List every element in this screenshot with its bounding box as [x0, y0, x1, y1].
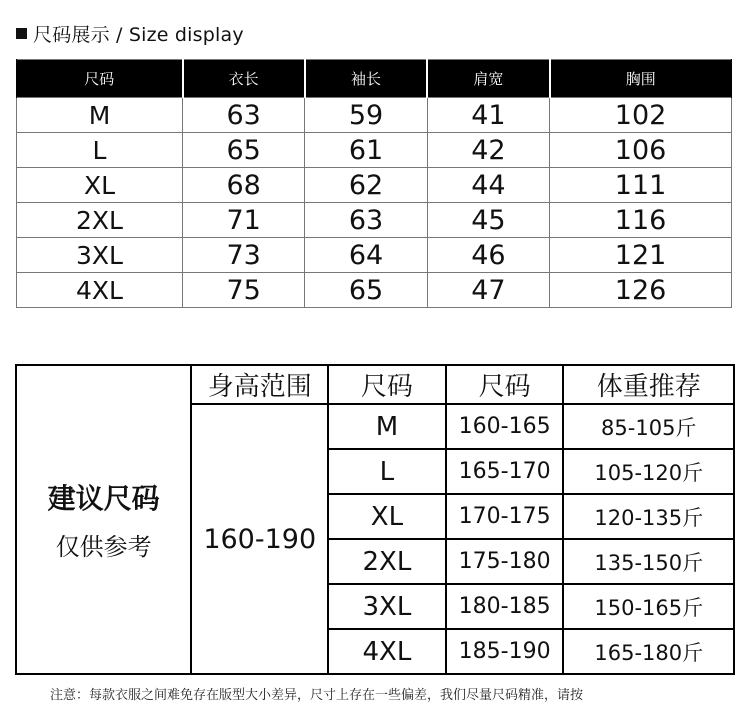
cell-weight: 85-105斤 [563, 404, 734, 449]
cell-height: 170-175 [446, 494, 564, 539]
header-height-range: 身高范围 [191, 365, 328, 404]
cell-height: 160-165 [446, 404, 564, 449]
cell-size: 2XL [17, 203, 183, 238]
table-row [17, 238, 732, 273]
cell-length: 75 [183, 273, 305, 308]
size-chart-header-row [17, 60, 732, 98]
table-row [17, 203, 732, 238]
cell-shoulder: 45 [427, 203, 549, 238]
cell-size: M [17, 98, 183, 133]
cell-height-range: 160-190 [191, 404, 328, 674]
cell-size: L [17, 133, 183, 168]
cell-height: 185-190 [446, 629, 564, 674]
disclaimer-note: 注意：每款衣服之间难免存在版型大小差异，尺寸上存在一些偏差，我们尽量尺码精准，请按 [50, 688, 584, 703]
cell-sleeve: 63 [305, 203, 427, 238]
table-row [17, 133, 732, 168]
cell-size: 3XL [328, 584, 446, 629]
cell-length: 63 [183, 98, 305, 133]
header-size-2: 尺码 [446, 365, 564, 404]
cell-length: 65 [183, 133, 305, 168]
cell-size: 4XL [328, 629, 446, 674]
page-title [16, 20, 244, 47]
header-size: 尺码 [328, 365, 446, 404]
cell-height: 175-180 [446, 539, 564, 584]
cell-chest: 102 [550, 98, 732, 133]
cell-weight: 165-180斤 [563, 629, 734, 674]
cell-sleeve: 59 [305, 98, 427, 133]
header-chest: 胸围 [550, 60, 732, 98]
cell-height: 180-185 [446, 584, 564, 629]
cell-shoulder: 47 [427, 273, 549, 308]
cell-size: 2XL [328, 539, 446, 584]
table-row [17, 98, 732, 133]
cell-chest: 106 [550, 133, 732, 168]
page-title-text: 尺码展示 / Size display [33, 24, 244, 46]
cell-weight: 105-120斤 [563, 449, 734, 494]
cell-length: 71 [183, 203, 305, 238]
cell-sleeve: 65 [305, 273, 427, 308]
recommendation-label-line2: 仅供参考 [55, 533, 152, 561]
cell-shoulder: 44 [427, 168, 549, 203]
cell-shoulder: 42 [427, 133, 549, 168]
cell-size: XL [17, 168, 183, 203]
cell-length: 68 [183, 168, 305, 203]
cell-size: 3XL [17, 238, 183, 273]
cell-sleeve: 62 [305, 168, 427, 203]
header-shoulder: 肩宽 [427, 60, 549, 98]
cell-weight: 135-150斤 [563, 539, 734, 584]
recommendation-header-row [16, 365, 734, 404]
header-size: 尺码 [17, 60, 183, 98]
cell-weight: 150-165斤 [563, 584, 734, 629]
table-row [17, 273, 732, 308]
cell-size: L [328, 449, 446, 494]
cell-height: 165-170 [446, 449, 564, 494]
recommendation-label-line1: 建议尺码 [47, 482, 160, 515]
size-recommendation-table [15, 364, 735, 675]
cell-size: M [328, 404, 446, 449]
recommendation-label [16, 365, 191, 674]
header-length: 衣长 [183, 60, 305, 98]
cell-shoulder: 41 [427, 98, 549, 133]
cell-length: 73 [183, 238, 305, 273]
square-bullet-icon [16, 28, 27, 39]
cell-shoulder: 46 [427, 238, 549, 273]
cell-weight: 120-135斤 [563, 494, 734, 539]
cell-sleeve: 61 [305, 133, 427, 168]
cell-chest: 121 [550, 238, 732, 273]
header-sleeve: 袖长 [305, 60, 427, 98]
cell-chest: 116 [550, 203, 732, 238]
header-weight: 体重推荐 [563, 365, 734, 404]
cell-size: XL [328, 494, 446, 539]
cell-chest: 111 [550, 168, 732, 203]
cell-size: 4XL [17, 273, 183, 308]
cell-chest: 126 [550, 273, 732, 308]
cell-sleeve: 64 [305, 238, 427, 273]
table-row [17, 168, 732, 203]
size-chart-table [16, 59, 732, 308]
